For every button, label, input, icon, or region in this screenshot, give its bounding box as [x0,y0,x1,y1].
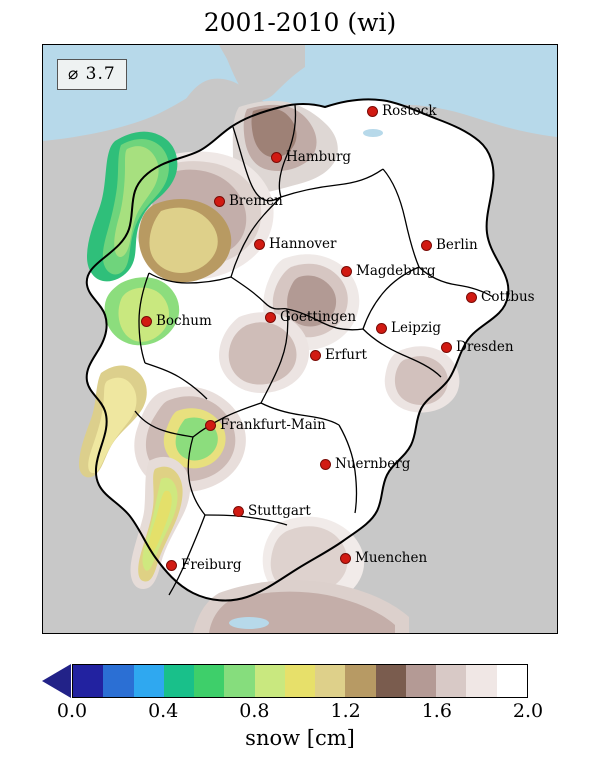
city-marker[interactable] [233,506,244,517]
city-marker[interactable] [205,420,216,431]
colorbar-cell [436,664,466,698]
colorbar-tick: 1.6 [421,700,452,722]
city-marker[interactable] [214,196,225,207]
city-marker[interactable] [141,316,152,327]
colorbar-tick: 0.4 [148,700,179,722]
city-label: Erfurt [325,347,367,363]
city-label: Freiburg [181,557,242,573]
city-marker[interactable] [166,560,177,571]
colorbar-cell [466,664,496,698]
city-marker[interactable] [421,240,432,251]
map-panel[interactable] [42,44,558,634]
colorbar-cell [376,664,406,698]
city-marker[interactable] [466,292,477,303]
colorbar-cells [72,664,528,698]
colorbar-tick-labels [56,700,544,726]
city-marker[interactable] [271,152,282,163]
city-marker[interactable] [254,239,265,250]
city-marker[interactable] [310,350,321,361]
colorbar-axis-label: snow [cm] [245,726,355,750]
city-marker[interactable] [341,266,352,277]
colorbar-cell [164,664,194,698]
city-label: Frankfurt-Main [220,417,326,433]
city-label: Bochum [156,313,212,329]
page-title: 2001-2010 (wi) [203,8,397,37]
colorbar-cell [255,664,285,698]
city-marker[interactable] [376,323,387,334]
city-marker[interactable] [367,106,378,117]
city-label: Berlin [436,237,478,253]
city-marker[interactable] [441,342,452,353]
city-label: Dresden [456,339,514,355]
colorbar-tick: 0.0 [56,700,88,722]
colorbar-cell [72,664,103,698]
city-marker[interactable] [265,312,276,323]
city-label: Goettingen [280,309,357,325]
city-label: Rostock [382,103,437,119]
city-label: Magdeburg [356,263,436,279]
colorbar-under-arrow [42,664,71,698]
city-marker[interactable] [340,553,351,564]
colorbar[interactable] [42,664,558,722]
city-label: Nuernberg [335,456,411,472]
colorbar-cell [134,664,164,698]
colorbar-tick: 1.2 [330,700,361,722]
city-label: Hamburg [286,149,352,165]
colorbar-cell [406,664,436,698]
city-label: Bremen [229,193,283,209]
average-badge: ⌀ 3.7 [57,59,127,90]
colorbar-cell [345,664,375,698]
colorbar-cell [497,664,528,698]
colorbar-cell [285,664,315,698]
city-label: Cottbus [481,289,535,305]
city-label: Stuttgart [248,503,311,519]
city-marker[interactable] [320,459,331,470]
colorbar-cell [103,664,133,698]
colorbar-tick: 0.8 [239,700,270,722]
colorbar-cell [315,664,345,698]
colorbar-over-arrow [529,664,558,698]
city-label: Muenchen [355,550,428,566]
colorbar-cell [224,664,254,698]
colorbar-cell [194,664,224,698]
city-label: Hannover [269,236,337,252]
colorbar-tick: 2.0 [512,700,544,722]
city-label: Leipzig [391,320,441,336]
